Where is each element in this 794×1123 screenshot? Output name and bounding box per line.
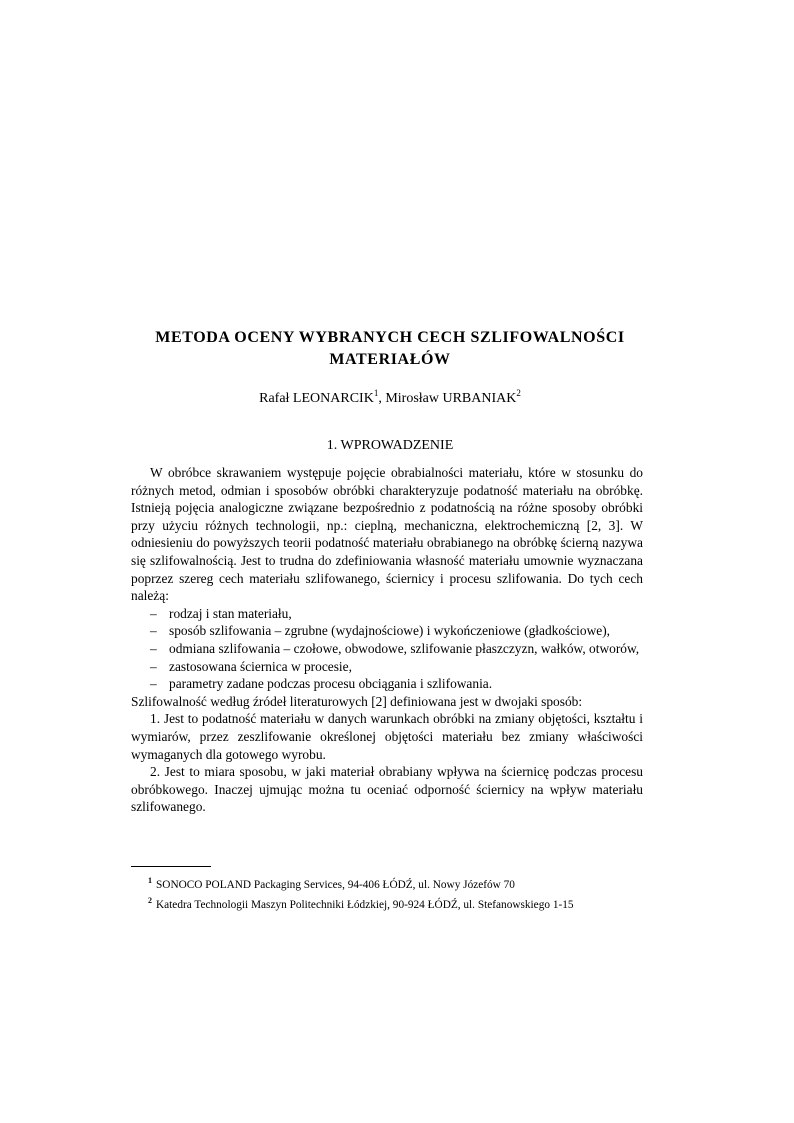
feature-list bbox=[131, 605, 643, 693]
list-item bbox=[131, 622, 643, 640]
paragraph: 1. Jest to podatność materiału w danych warunkach obróbki na zmiany objętości, kształtu i wymiarów, przez zeszlifowanie określonej objętości materiału bez zmiany właściwości wymaganych dla gotowego wyrobu. bbox=[131, 711, 643, 762]
body-text bbox=[131, 464, 643, 816]
footnote-mark: 2 bbox=[148, 896, 152, 905]
paragraph: 2. Jest to miara sposobu, w jaki materiał obrabiany wpływa na ściernicę podczas procesu obróbkowego. Inaczej ujmując można tu oceniać odporność ściernicy na wpływ materiału szlifowanego. bbox=[131, 764, 643, 815]
list-item-text: rodzaj i stan materiału, bbox=[169, 605, 292, 621]
footnote bbox=[148, 873, 648, 893]
list-item-text: zastosowana ściernica w procesie, bbox=[169, 658, 352, 674]
paragraph: Szlifowalność według źródeł literaturowych [2] definiowana jest w dwojaki sposób: bbox=[131, 693, 583, 709]
list-item-text: parametry zadane podczas procesu obciągania i szlifowania. bbox=[169, 676, 493, 692]
list-dash: – bbox=[150, 605, 157, 621]
author-name: Rafał LEONARCIK bbox=[259, 391, 374, 406]
author-separator: , bbox=[378, 391, 386, 406]
paragraph: W obróbce skrawaniem występuje pojęcie obrabialności materiału, które w stosunku do różnych metod, odmian i sposobów obróbki charakteryzuje podatność materiału na obróbkę. Istnieją pojęcia analogiczne związane bezpośrednio z podatnością na różne sposoby obróbki przy użyciu różnych technologii, np.: cieplną, mechaniczna, elektrochemiczną [2, 3]. W odniesieniu do powyższych teorii podatność materiału obrabianego na obróbkę ścierną nazywa się szlifowalnością. Jest to trudna do zdefiniowania własność materiału umownie wyznaczana poprzez szereg cech materiału szlifowanego, ściernicy i procesu szlifowania. Do tych cech należą: bbox=[131, 465, 643, 604]
footnotes bbox=[148, 873, 648, 913]
list-item bbox=[131, 640, 643, 658]
list-item bbox=[131, 675, 643, 693]
list-dash: – bbox=[150, 658, 157, 674]
list-item bbox=[131, 605, 643, 623]
author-affiliation-mark: 2 bbox=[516, 388, 521, 398]
author-affiliation-mark: 1 bbox=[373, 388, 379, 398]
footnote-text: Katedra Technologii Maszyn Politechniki Łódzkiej, 90-924 ŁÓDŹ, ul. Stefanowskiego 1-15 bbox=[156, 899, 574, 911]
section-heading: 1. WPROWADZENIE bbox=[326, 438, 454, 453]
list-item-text: odmiana szlifowania – czołowe, obwodowe, szlifowanie płaszczyzn, wałków, otworów, bbox=[169, 640, 640, 656]
footnote bbox=[148, 893, 648, 913]
list-dash: – bbox=[150, 640, 157, 656]
footnote-divider bbox=[131, 866, 211, 867]
list-dash: – bbox=[150, 623, 157, 639]
list-item-text: sposób szlifowania – zgrubne (wydajnościowe) i wykończeniowe (gładkościowe), bbox=[169, 623, 611, 639]
list-item bbox=[131, 658, 643, 676]
footnote-text: SONOCO POLAND Packaging Services, 94-406 ŁÓDŹ, ul. Nowy Józefów 70 bbox=[156, 879, 515, 891]
paper-title: METODA OCENY WYBRANYCH CECH SZLIFOWALNOŚCI MATERIAŁÓW bbox=[155, 329, 625, 368]
footnote-mark: 1 bbox=[148, 876, 152, 885]
author-line bbox=[120, 384, 660, 408]
list-dash: – bbox=[150, 676, 157, 692]
author-name: Mirosław URBANIAK bbox=[385, 391, 517, 406]
